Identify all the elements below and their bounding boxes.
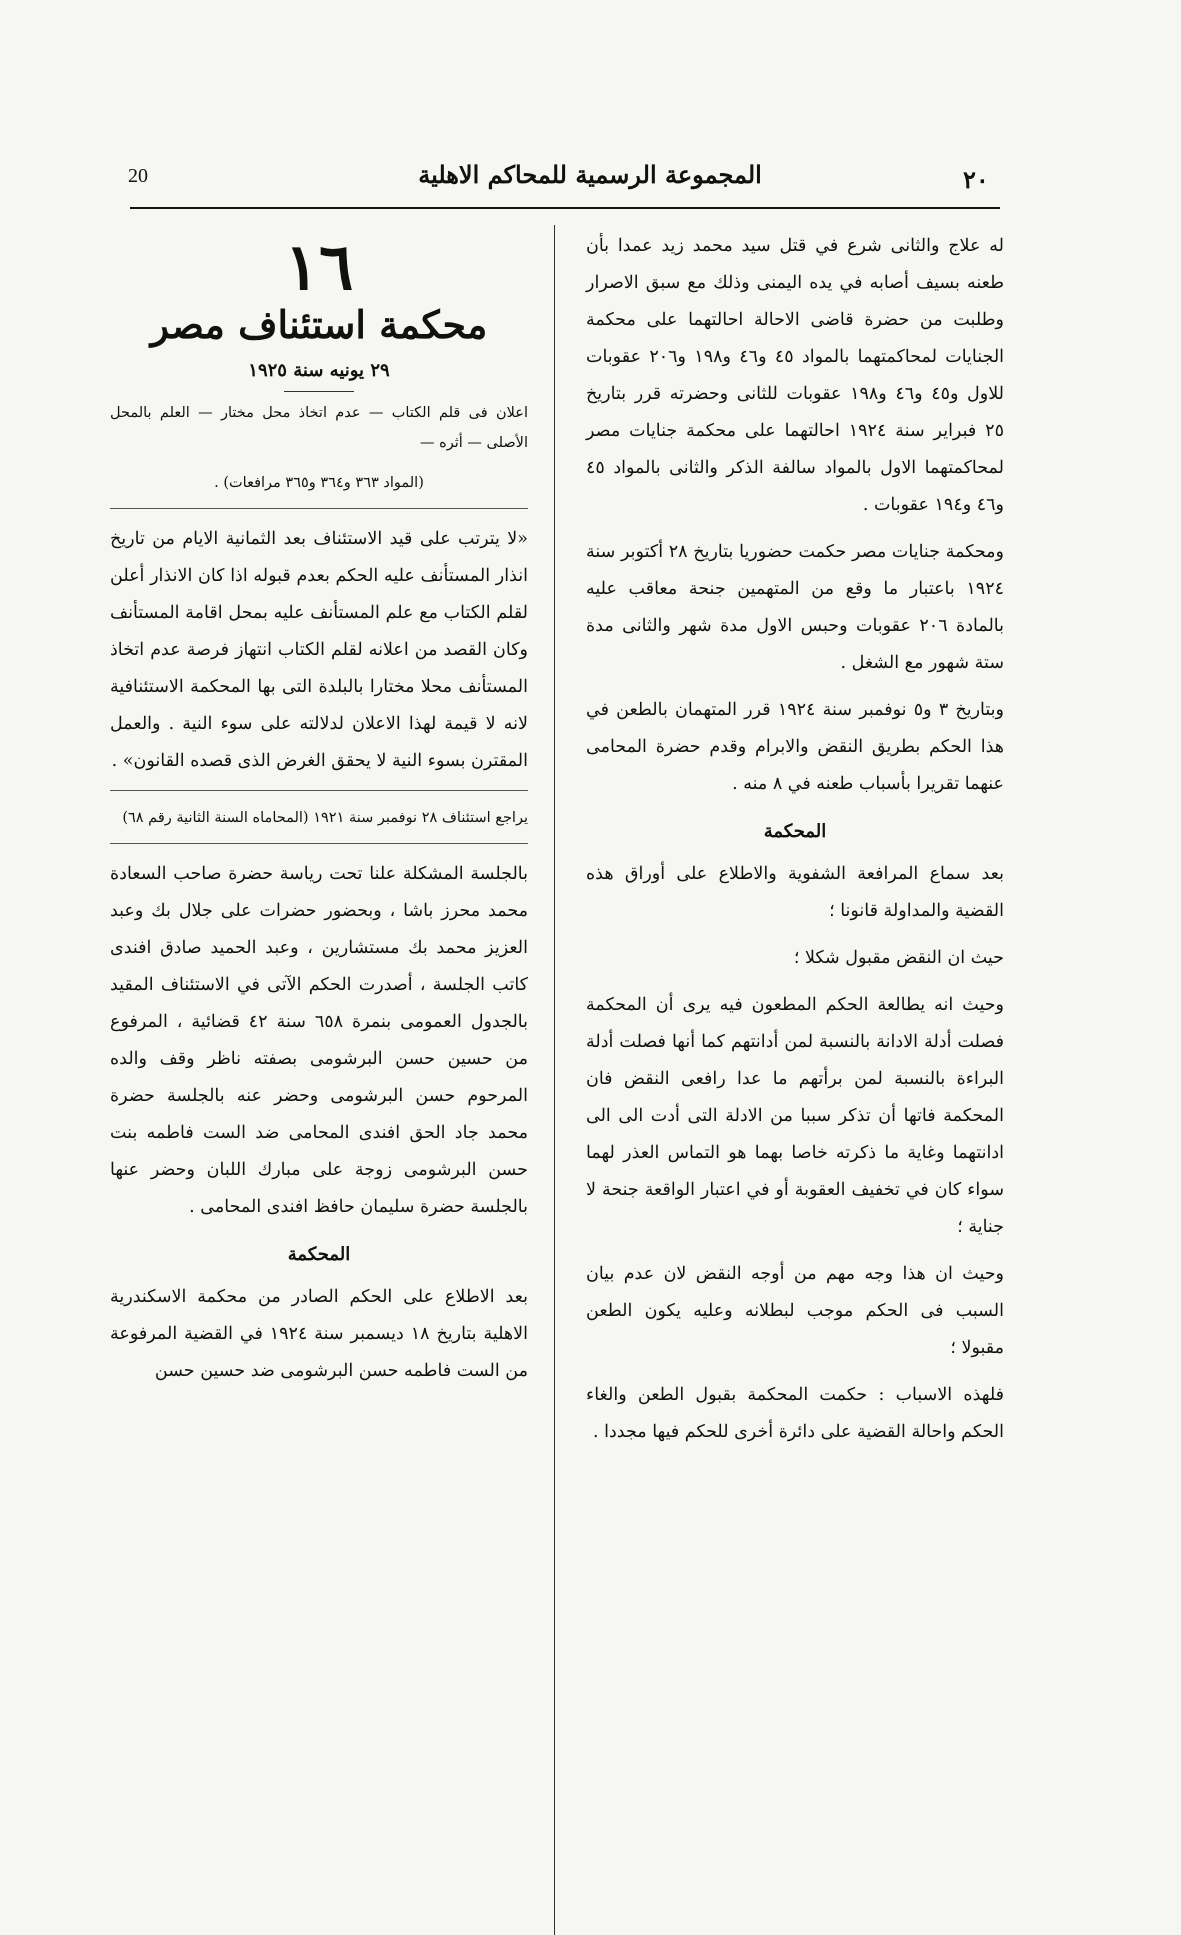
section-heading: المحكمة: [763, 821, 827, 842]
case-date: ٢٩ يونيه سنة ١٩٢٥: [248, 360, 390, 381]
case-summary: اعلان فى قلم الكتاب — عدم اتخاذ محل مختار — العلم بالمحل الأصلى — أثره —: [110, 405, 528, 451]
paragraph: وحيث انه يطالعة الحكم المطعون فيه يرى أن المحكمة فصلت أدلة الادانة بالنسبة لمن أدانتهم كما أنها فصلت أدلة البراءة بالنسبة لمن برأتهم ما عدا رافعى النقض فان المحكمة فاتها أن تذكر سببا من الادلة التى أدت الى الى ادانتهما وغاية ما ذكرته خاصا بهما هو التماس العذر لهما سواء كان في تخفيف العقوبة أو في اعتبار الواقعة جنحة لا جناية ؛: [586, 995, 1004, 1237]
running-title: المجموعة الرسمية للمحاكم الاهلية: [418, 160, 762, 189]
paragraph: بعد سماع المرافعة الشفوية والاطلاع على أوراق هذه القضية والمداولة قانونا ؛: [586, 864, 1004, 921]
column-divider: [554, 225, 555, 1935]
court-name: محكمة استئناف مصر: [150, 302, 488, 347]
paragraph: بعد الاطلاع على الحكم الصادر من محكمة الاسكندرية الاهلية بتاريخ ١٨ ديسمبر سنة ١٩٢٤ في القضية المرفوعة من الست فاطمه حسن البرشومى ضد حسين حسن: [110, 1287, 528, 1381]
section-heading: المحكمة: [287, 1244, 351, 1265]
page-number-latin: 20: [128, 165, 148, 187]
divider: [110, 843, 528, 844]
header-rule: [130, 207, 1000, 209]
legal-principle: «لا يترتب على قيد الاستئناف بعد الثمانية الايام من تاريخ انذار المستأنف عليه الحكم بعدم قبوله اذا كان الانذار أعلن لقلم الكتاب مع علم المستأنف عليه بمحل اقامة المستأنف وكان القصد من اعلانه لقلم الكتاب انتهاز فرصة عدم اتخاذ المستأنف محلا مختارا بالبلدة التى بها المحكمة الاستئنافية لانه لا قيمة لهذا الاعلان لدلالته على سوء النية . والعمل المقترن بسوء النية لا يحقق الغرض الذى قصده القانون» .: [110, 529, 528, 771]
paragraph: له علاج والثانى شرع في قتل سيد محمد زيد عمدا بأن طعنه بسيف أصابه في يده اليمنى وذلك مع سبق الاصرار وطلبت من حضرة قاضى الاحالة احالتهما على محكمة الجنايات لمحاكمتهما بالمواد ٤٥ و٤٦ و١٩٨ و٢٠٦ عقوبات للاول و٤٥ و٤٦ و١٩٨ عقوبات للثانى وحضرته قرر بتاريخ ٢٥ فبراير سنة ١٩٢٤ احالتهما على محكمة جنايات مصر لمحاكمتهما الاول بالمواد سالفة الذكر والثانى بالمواد ٤٥ و٤٦ و١٩٤ عقوبات .: [586, 236, 1005, 515]
divider: [110, 508, 528, 509]
paragraph: فلهذه الاسباب : حكمت المحكمة بقبول الطعن والغاء الحكم واحالة القضية على دائرة أخرى للحكم فيها مجددا .: [586, 1385, 1004, 1442]
articles-cited: (المواد ٣٦٣ و٣٦٤ و٣٦٥ مرافعات) .: [214, 475, 424, 491]
divider: [110, 790, 528, 791]
left-column: [110, 228, 528, 1400]
paragraph: وحيث ان هذا وجه مهم من أوجه النقض لان عدم بيان السبب فى الحكم موجب لبطلانه وعليه يكون الطعن مقبولا ؛: [586, 1264, 1004, 1358]
paragraph: ومحكمة جنايات مصر حكمت حضوريا بتاريخ ٢٨ أكتوبر سنة ١٩٢٤ باعتبار ما وقع من المتهمين جنحة معاقب عليه بالمادة ٢٠٦ عقوبات وحبس الاول مدة شهر والثانى مدة ستة شهور مع الشغل .: [586, 542, 1004, 673]
short-rule: [284, 391, 354, 392]
page-number-arabic: ٢٠: [963, 165, 989, 194]
right-column: [586, 228, 1004, 1461]
paragraph: وبتاريخ ٣ و٥ نوفمبر سنة ١٩٢٤ قرر المتهمان بالطعن في هذا الحكم بطريق النقض والابرام وقدم حضرة المحامى عنهما تقريرا بأسباب طعنه في ٨ منه .: [586, 700, 1004, 794]
reference: يراجع استئناف ٢٨ نوفمبر سنة ١٩٢١ (المحاماه السنة الثانية رقم ٦٨): [122, 810, 528, 826]
case-number: ١٦: [284, 230, 354, 305]
paragraph: بالجلسة المشكلة علنا تحت رياسة حضرة صاحب السعادة محمد محرز باشا ، وبحضور حضرات على جلال بك وعبد العزيز محمد بك مستشارين ، وعبد الحميد صادق افندى كاتب الجلسة ، أصدرت الحكم الآتى في الاستئناف المقيد بالجدول العمومى بنمرة ٦٥٨ سنة ٤٢ قضائية ، المرفوع من حسين حسن البرشومى بصفته ناظر وقف والده المرحوم حسن البرشومى وحضر عنه بالجلسة حضرة محمد جاد الحق افندى المحامى ضد الست فاطمه بنت حسن البرشومى زوجة على مبارك اللبان وحضر عنها بالجلسة حضرة سليمان حافظ افندى المحامى .: [110, 864, 528, 1217]
paragraph: حيث ان النقض مقبول شكلا ؛: [793, 948, 1004, 968]
